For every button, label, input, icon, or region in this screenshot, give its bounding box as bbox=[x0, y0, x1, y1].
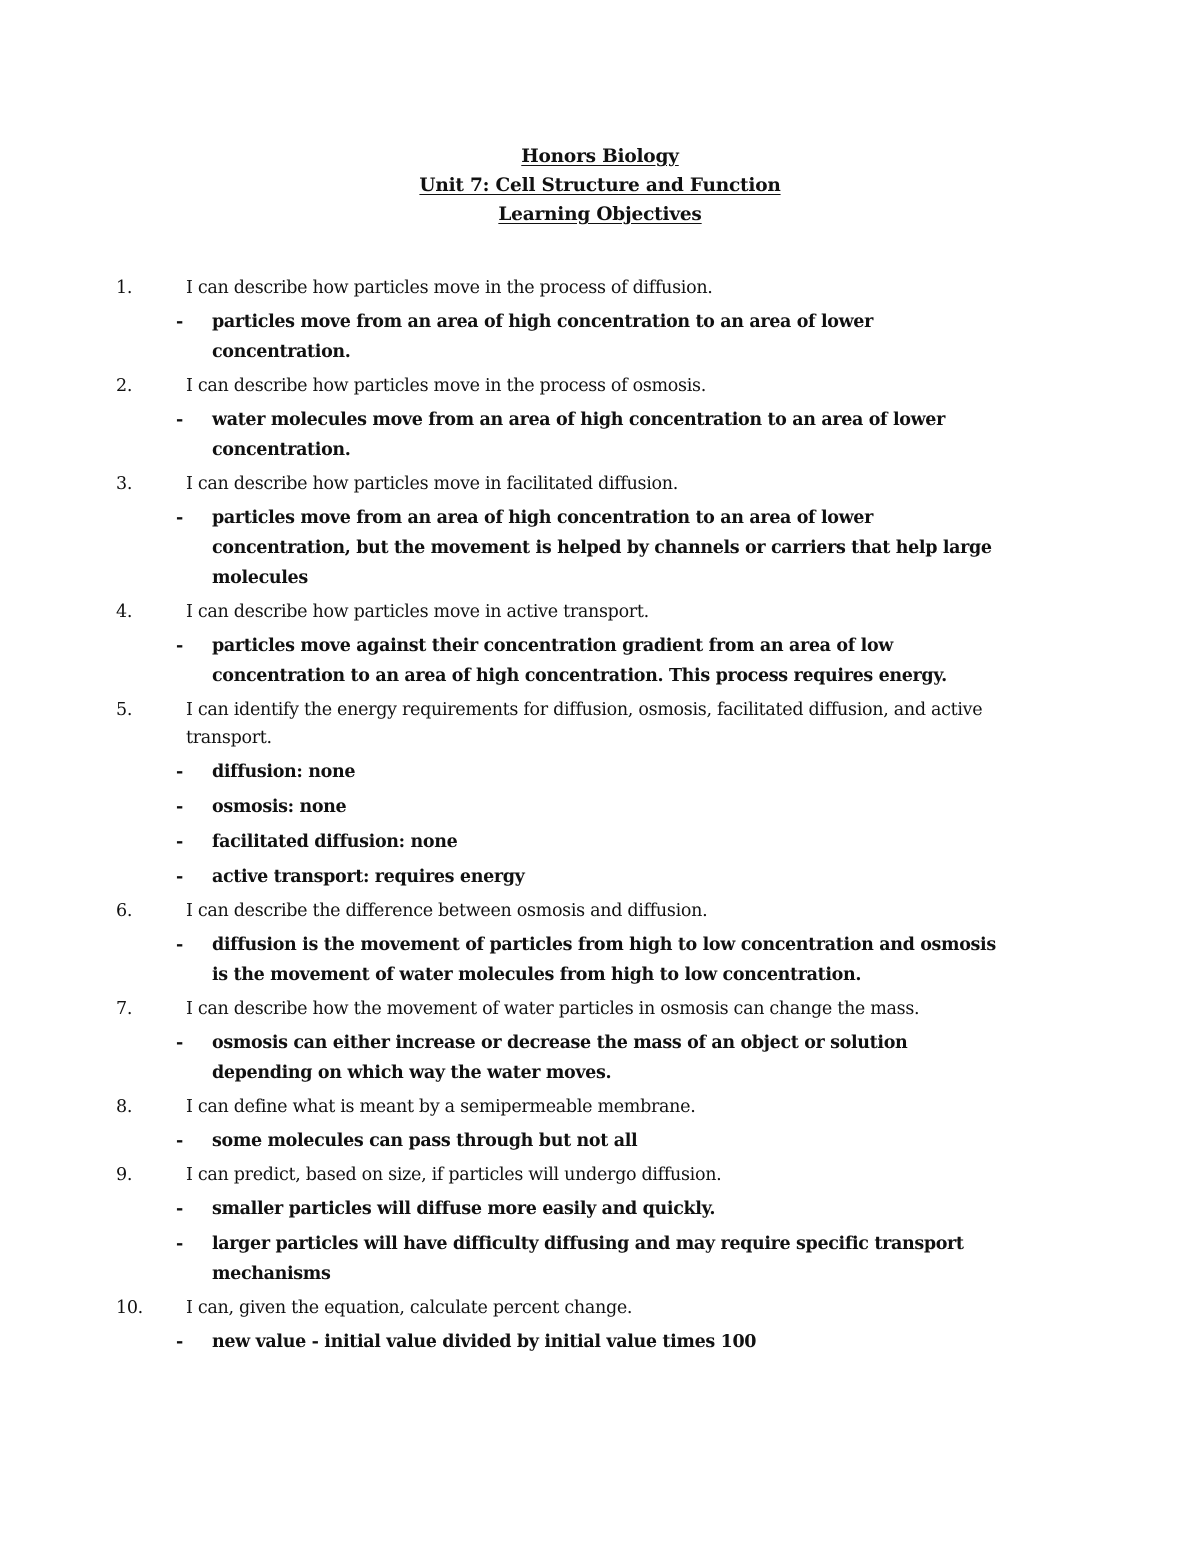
objective-details bbox=[116, 928, 1006, 993]
objective-row bbox=[116, 694, 1006, 755]
objective-text: I can describe the difference between osmosis and diffusion. bbox=[186, 901, 708, 921]
objective-text: I can describe how the movement of water particles in osmosis can change the mass. bbox=[186, 999, 920, 1019]
objective-item bbox=[116, 694, 1006, 895]
objective-item bbox=[116, 895, 1006, 993]
bullet-dash: - bbox=[176, 1033, 183, 1053]
objective-row bbox=[116, 1292, 1006, 1325]
detail-text: smaller particles will diffuse more easily and quickly. bbox=[212, 1199, 716, 1219]
detail-text: osmosis can either increase or decrease the mass of an object or solution depending on which way the water moves. bbox=[212, 1033, 908, 1083]
objective-row bbox=[116, 1091, 1006, 1124]
objective-text: I can identify the energy requirements for diffusion, osmosis, facilitated diffusion, and active transport. bbox=[186, 700, 983, 748]
objective-number: 9. bbox=[116, 1165, 133, 1185]
objective-number: 8. bbox=[116, 1097, 133, 1117]
bullet-dash: - bbox=[176, 508, 183, 528]
objective-number: 2. bbox=[116, 376, 133, 396]
objective-item bbox=[116, 1091, 1006, 1159]
detail-text: larger particles will have difficulty diffusing and may require specific transport mechanisms bbox=[212, 1234, 964, 1284]
objective-number: 3. bbox=[116, 474, 133, 494]
bullet-dash: - bbox=[176, 1199, 183, 1219]
detail-text: new value - initial value divided by initial value times 100 bbox=[212, 1332, 757, 1352]
objective-details bbox=[116, 629, 1006, 694]
detail-text: some molecules can pass through but not all bbox=[212, 1131, 638, 1151]
objective-detail bbox=[116, 305, 1006, 370]
bullet-dash: - bbox=[176, 410, 183, 430]
detail-text: facilitated diffusion: none bbox=[212, 832, 458, 852]
objective-text: I can describe how particles move in facilitated diffusion. bbox=[186, 474, 679, 494]
objective-detail bbox=[116, 928, 1006, 993]
objective-number: 7. bbox=[116, 999, 133, 1019]
bullet-dash: - bbox=[176, 867, 183, 887]
objective-item bbox=[116, 993, 1006, 1091]
objective-detail bbox=[116, 501, 1006, 596]
detail-text: water molecules move from an area of high concentration to an area of lower concentration. bbox=[212, 410, 945, 460]
objective-detail bbox=[116, 1325, 1006, 1360]
section-title: Learning Objectives bbox=[498, 204, 702, 225]
objective-details bbox=[116, 1124, 1006, 1159]
objective-detail bbox=[116, 1227, 1006, 1292]
detail-text: particles move from an area of high concentration to an area of lower concentration. bbox=[212, 312, 873, 362]
objective-detail bbox=[116, 790, 1006, 825]
document-header bbox=[0, 142, 1200, 229]
objective-number: 5. bbox=[116, 700, 133, 720]
bullet-dash: - bbox=[176, 1131, 183, 1151]
detail-text: active transport: requires energy bbox=[212, 867, 525, 887]
objective-row bbox=[116, 895, 1006, 928]
learning-objectives-list bbox=[116, 272, 1006, 1360]
objective-details bbox=[116, 501, 1006, 596]
objective-text: I can predict, based on size, if particles will undergo diffusion. bbox=[186, 1165, 722, 1185]
objective-number: 4. bbox=[116, 602, 133, 622]
objective-details bbox=[116, 1026, 1006, 1091]
bullet-dash: - bbox=[176, 797, 183, 817]
objective-text: I can, given the equation, calculate percent change. bbox=[186, 1298, 633, 1318]
bullet-dash: - bbox=[176, 312, 183, 332]
bullet-dash: - bbox=[176, 762, 183, 782]
detail-text: diffusion: none bbox=[212, 762, 356, 782]
detail-text: diffusion is the movement of particles from high to low concentration and osmosis is the movement of water molecules from high to low concentration. bbox=[212, 935, 996, 985]
objective-text: I can describe how particles move in the process of diffusion. bbox=[186, 278, 713, 298]
bullet-dash: - bbox=[176, 832, 183, 852]
detail-text: particles move from an area of high concentration to an area of lower concentration, but the movement is helped by channels or carriers that help large molecules bbox=[212, 508, 992, 588]
objective-row bbox=[116, 1159, 1006, 1192]
objective-row bbox=[116, 993, 1006, 1026]
objective-item bbox=[116, 596, 1006, 694]
objective-detail bbox=[116, 1026, 1006, 1091]
bullet-dash: - bbox=[176, 935, 183, 955]
objective-number: 1. bbox=[116, 278, 133, 298]
objective-details bbox=[116, 403, 1006, 468]
objective-text: I can define what is meant by a semipermeable membrane. bbox=[186, 1097, 696, 1117]
objective-detail bbox=[116, 1124, 1006, 1159]
objective-detail bbox=[116, 403, 1006, 468]
objective-detail bbox=[116, 825, 1006, 860]
objective-number: 10. bbox=[116, 1298, 143, 1318]
objective-details bbox=[116, 1325, 1006, 1360]
objective-details bbox=[116, 755, 1006, 895]
objective-item bbox=[116, 272, 1006, 370]
detail-text: osmosis: none bbox=[212, 797, 347, 817]
objective-details bbox=[116, 305, 1006, 370]
objective-details bbox=[116, 1192, 1006, 1292]
objective-item bbox=[116, 468, 1006, 596]
bullet-dash: - bbox=[176, 636, 183, 656]
objective-row bbox=[116, 596, 1006, 629]
objective-number: 6. bbox=[116, 901, 133, 921]
unit-title: Unit 7: Cell Structure and Function bbox=[419, 175, 781, 196]
objective-row bbox=[116, 272, 1006, 305]
objective-text: I can describe how particles move in the process of osmosis. bbox=[186, 376, 706, 396]
objective-row bbox=[116, 468, 1006, 501]
objective-detail bbox=[116, 860, 1006, 895]
objective-detail bbox=[116, 1192, 1006, 1227]
objective-text: I can describe how particles move in active transport. bbox=[186, 602, 649, 622]
course-title: Honors Biology bbox=[521, 146, 679, 167]
objective-item bbox=[116, 370, 1006, 468]
detail-text: particles move against their concentration gradient from an area of low concentration to an area of high concentration. This process requires energy. bbox=[212, 636, 947, 686]
bullet-dash: - bbox=[176, 1332, 183, 1352]
objective-row bbox=[116, 370, 1006, 403]
objective-item bbox=[116, 1292, 1006, 1360]
objective-item bbox=[116, 1159, 1006, 1292]
bullet-dash: - bbox=[176, 1234, 183, 1254]
objective-detail bbox=[116, 629, 1006, 694]
objective-detail bbox=[116, 755, 1006, 790]
